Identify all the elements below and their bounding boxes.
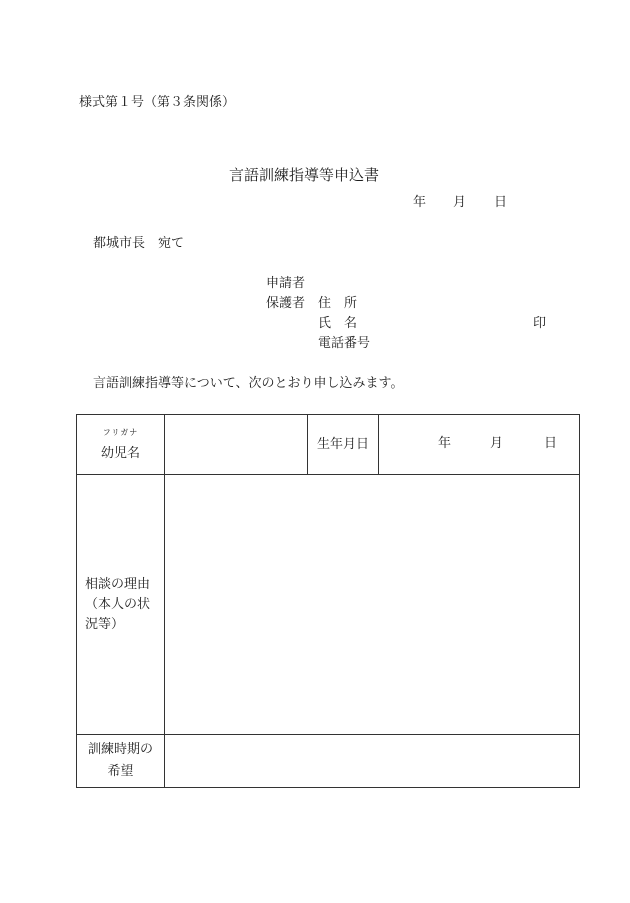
seal-label: 印	[533, 316, 547, 331]
furigana-label: フリガナ	[102, 428, 139, 437]
child-name-label-cell	[76, 414, 164, 474]
birthdate-label: 生年月日	[316, 436, 369, 452]
date-year-label: 年	[413, 195, 427, 210]
consultation-reason-label-cell	[76, 474, 164, 734]
applicant-name-label: 氏 名	[318, 316, 358, 331]
consultation-reason-field	[164, 474, 579, 734]
form-title: 言語訓練指導等申込書	[228, 166, 379, 184]
date-month-label: 月	[453, 195, 467, 210]
birthdate-label-cell	[307, 414, 378, 474]
consultation-reason-label-line-3: 況等）	[85, 616, 125, 632]
consultation-reason-label-line-2: （本人の状	[85, 596, 151, 612]
birthdate-day-label: 日	[544, 436, 558, 451]
birthdate-field	[378, 414, 579, 474]
birthdate-year-label: 年	[438, 436, 452, 451]
application-statement: 言語訓練指導等について、次のとおり申し込みます。	[93, 376, 404, 391]
applicant-label: 申請者	[266, 276, 306, 291]
training-period-field	[164, 734, 579, 787]
child-name-field	[164, 414, 307, 474]
addressee: 都城市長 宛て	[93, 236, 185, 251]
date-day-label: 日	[494, 195, 508, 210]
address-label: 住 所	[318, 296, 358, 311]
phone-label: 電話番号	[318, 336, 371, 351]
child-name-label: 幼児名	[100, 446, 140, 461]
consultation-reason-label-line-1: 相談の理由	[85, 576, 151, 592]
training-period-label-line-2: 希望	[107, 764, 134, 779]
guardian-label: 保護者	[266, 296, 306, 311]
training-period-label-cell	[76, 734, 164, 787]
birthdate-month-label: 月	[490, 436, 504, 451]
training-period-label-line-1: 訓練時期の	[87, 742, 153, 757]
application-table	[76, 414, 580, 788]
form-number: 様式第１号（第３条関係）	[79, 95, 236, 110]
